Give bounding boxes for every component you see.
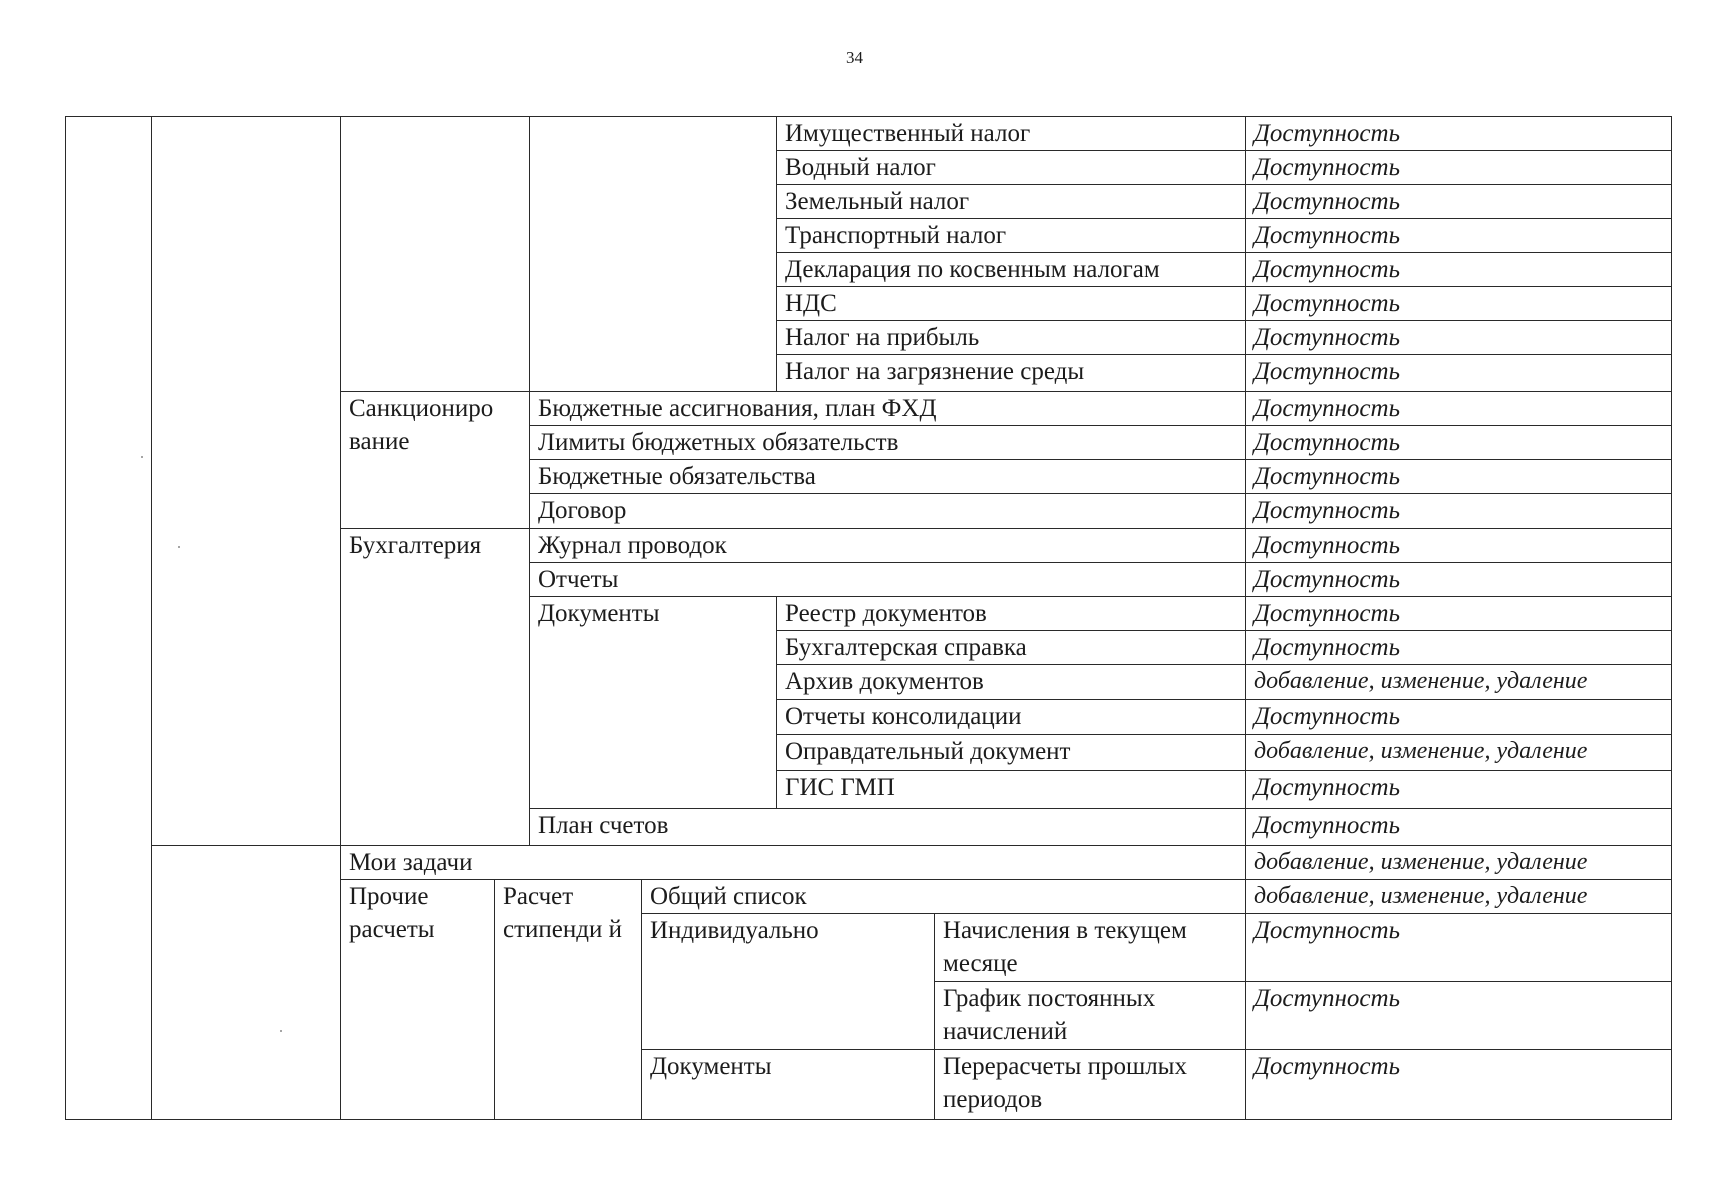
tax-item-access: Доступность — [1245, 150, 1672, 185]
tax-item-access: Доступность — [1245, 116, 1672, 151]
my-tasks-name: Мои задачи — [340, 845, 1246, 880]
sanction-item-access: Доступность — [1245, 391, 1672, 426]
my-tasks-access: добавление, изменение, удаление — [1245, 845, 1672, 880]
scan-speck — [141, 456, 143, 458]
document-item-name: ГИС ГМП — [776, 770, 1246, 809]
recalc-name: Перерасчеты прошлых периодов — [934, 1049, 1246, 1120]
document-item-access: Доступность — [1245, 699, 1672, 735]
individual-item-name: График постоянных начислений — [934, 981, 1246, 1050]
journal-name: Журнал проводок — [529, 528, 1246, 563]
tax-item-access: Доступность — [1245, 218, 1672, 253]
tax-item-name: Декларация по косвенным налогам — [776, 252, 1246, 287]
document-item-name: Отчеты консолидации — [776, 699, 1246, 735]
tax-item-name: Налог на прибыль — [776, 320, 1246, 355]
individual-item-access: Доступность — [1245, 913, 1672, 982]
section-other-calculations: Прочие расчеты — [340, 879, 495, 1120]
tax-item-access: Доступность — [1245, 320, 1672, 355]
tax-item-name: Имущественный налог — [776, 116, 1246, 151]
section-accounting: Бухгалтерия — [340, 528, 530, 846]
table-col-1 — [65, 116, 152, 1120]
document-item-name: Реестр документов — [776, 596, 1246, 631]
document-item-name: Оправдательный документ — [776, 734, 1246, 771]
table-col-2-lower — [151, 845, 341, 1120]
table-col-3-tax-group — [340, 116, 530, 392]
sanction-item-name: Бюджетные ассигнования, план ФХД — [529, 391, 1246, 426]
access-rights-table — [65, 116, 1672, 1120]
scan-speck — [178, 546, 180, 548]
individual-item-name: Начисления в текущем месяце — [934, 913, 1246, 982]
tax-item-access: Доступность — [1245, 286, 1672, 321]
stipend-calculation: Расчет стипенди й — [494, 879, 642, 1120]
tax-item-access: Доступность — [1245, 252, 1672, 287]
journal-access: Доступность — [1245, 528, 1672, 563]
other-documents-group: Документы — [641, 1049, 935, 1120]
sanction-item-name: Лимиты бюджетных обязательств — [529, 425, 1246, 460]
tax-item-name: НДС — [776, 286, 1246, 321]
individual-item-access: Доступность — [1245, 981, 1672, 1050]
chart-of-accounts-access: Доступность — [1245, 808, 1672, 846]
document-item-access: добавление, изменение, удаление — [1245, 734, 1672, 771]
sanction-item-access: Доступность — [1245, 493, 1672, 529]
document-item-access: Доступность — [1245, 770, 1672, 809]
recalc-access: Доступность — [1245, 1049, 1672, 1120]
document-item-access: Доступность — [1245, 596, 1672, 631]
tax-item-name: Налог на загрязнение среды — [776, 354, 1246, 392]
document-item-name: Архив документов — [776, 664, 1246, 700]
document-item-access: добавление, изменение, удаление — [1245, 664, 1672, 700]
reports-access: Доступность — [1245, 562, 1672, 597]
page-number: 34 — [846, 48, 863, 67]
chart-of-accounts-name: План счетов — [529, 808, 1246, 846]
tax-item-name: Транспортный налог — [776, 218, 1246, 253]
section-sanctioning: Санкциониро вание — [340, 391, 530, 529]
tax-item-access: Доступность — [1245, 184, 1672, 219]
reports-name: Отчеты — [529, 562, 1246, 597]
scan-speck — [280, 1030, 282, 1032]
document-item-access: Доступность — [1245, 630, 1672, 665]
table-col-2-upper — [151, 116, 341, 846]
table-col-4-tax-group — [529, 116, 777, 392]
document-item-name: Бухгалтерская справка — [776, 630, 1246, 665]
sanction-item-name: Бюджетные обязательства — [529, 459, 1246, 494]
sanction-item-access: Доступность — [1245, 459, 1672, 494]
documents-group: Документы — [529, 596, 777, 809]
tax-item-name: Земельный налог — [776, 184, 1246, 219]
sanction-item-access: Доступность — [1245, 425, 1672, 460]
individual-group: Индивидуально — [641, 913, 935, 1050]
tax-item-access: Доступность — [1245, 354, 1672, 392]
general-list-access: добавление, изменение, удаление — [1245, 879, 1672, 914]
general-list-name: Общий список — [641, 879, 1246, 914]
tax-item-name: Водный налог — [776, 150, 1246, 185]
sanction-item-name: Договор — [529, 493, 1246, 529]
